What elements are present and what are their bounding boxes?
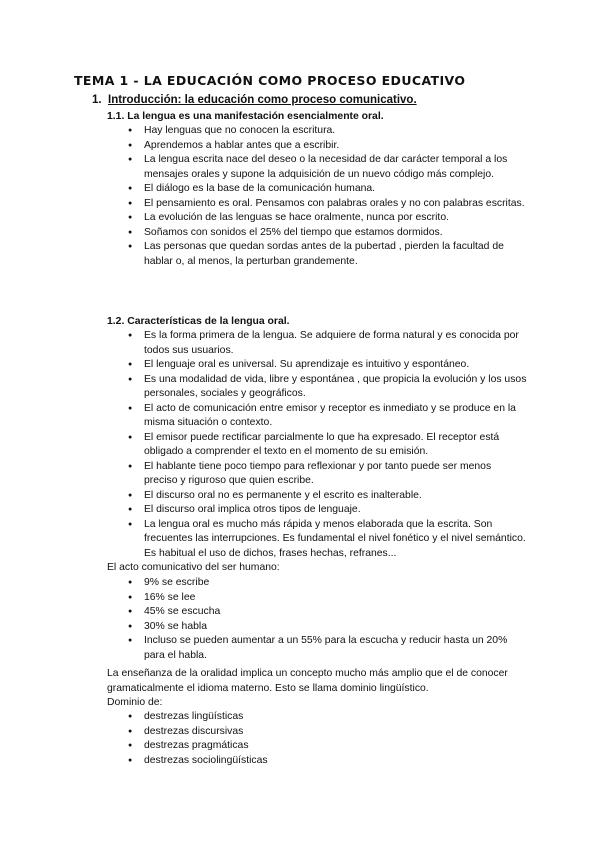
list-item: ● El acto de comunicación entre emisor y receptor es inmediato y se produce en la misma situación o contexto.	[127, 402, 527, 431]
list-item: ● El hablante tiene poco tiempo para reflexionar y por tanto puede ser menos preciso y riguroso que quien escribe.	[127, 460, 527, 489]
skills-list	[127, 710, 527, 768]
list-item: ● destrezas lingüísticas	[127, 710, 527, 725]
section-title: Introducción: la educación como proceso comunicativo.	[108, 94, 417, 106]
document-title: TEMA 1 - LA EDUCACIÓN COMO PROCESO EDUCATIVO	[74, 73, 466, 88]
list-item: ● El discurso oral implica otros tipos de lenguaje.	[127, 503, 527, 518]
list-item: ● 9% se escribe	[127, 576, 527, 591]
list-item: ● Incluso se pueden aumentar a un 55% para la escucha y reducir hasta un 20% para el habla.	[127, 634, 527, 663]
list-item: ● El emisor puede rectificar parcialmente lo que ha expresado. El receptor está obligado a comprender el texto en el momento de su emisión.	[127, 431, 527, 460]
domain-intro: Dominio de:	[107, 697, 163, 708]
list-item: ● Las personas que quedan sordas antes de la pubertad , pierden la facultad de hablar o, al menos, la perturban grandemente.	[127, 240, 527, 269]
list-item: ● Soñamos con sonidos el 25% del tiempo que estamos dormidos.	[127, 226, 527, 241]
section-number: 1.	[92, 94, 102, 106]
list-item: ● El lenguaje oral es universal. Su aprendizaje es intuitivo y espontáneo.	[127, 358, 527, 373]
oral-manifestation-list	[127, 124, 527, 269]
list-item: ● Aprendemos a hablar antes que a escribir.	[127, 139, 527, 154]
subsection-heading-1-2: 1.2. Características de la lengua oral.	[107, 316, 290, 327]
communicative-act-list	[127, 576, 527, 663]
communicative-act-intro: El acto comunicativo del ser humano:	[107, 562, 280, 573]
list-item: ● El diálogo es la base de la comunicación humana.	[127, 182, 527, 197]
list-item: ● 16% se lee	[127, 591, 527, 606]
section-heading	[92, 94, 417, 106]
list-item: ● El pensamiento es oral. Pensamos con palabras orales y no con palabras escritas.	[127, 197, 527, 212]
list-item: ● Es la forma primera de la lengua. Se adquiere de forma natural y es conocida por todos sus usuarios.	[127, 329, 527, 358]
list-item: ● destrezas pragmáticas	[127, 739, 527, 754]
subsection-heading-1-1: 1.1. La lengua es una manifestación esencialmente oral.	[107, 111, 384, 122]
list-item: ● Hay lenguas que no conocen la escritura.	[127, 124, 527, 139]
list-item: ● Es una modalidad de vida, libre y espontánea , que propicia la evolución y los usos personales, sociales y geográficos.	[127, 373, 527, 402]
list-item: ● 30% se habla	[127, 620, 527, 635]
oral-characteristics-list	[127, 329, 527, 561]
list-item: ● destrezas sociolingüísticas	[127, 754, 527, 769]
list-item: ● La lengua oral es mucho más rápida y menos elaborada que la escrita. Son frecuentes las interrupciones. Es fundamental el nivel fonético y el nivel semántico. Es habitual el uso de dichos, frases hechas, refranes...	[127, 518, 527, 562]
list-item: ● La lengua escrita nace del deseo o la necesidad de dar carácter temporal a los mensajes orales y supone la adquisición de un nuevo código más complejo.	[127, 153, 527, 182]
orality-paragraph: La enseñanza de la oralidad implica un concepto mucho más amplio que el de conocer gramaticalmente el idioma materno. Esto se llama dominio lingüístico.	[107, 668, 508, 694]
list-item: ● 45% se escucha	[127, 605, 527, 620]
list-item: ● La evolución de las lenguas se hace oralmente, nunca por escrito.	[127, 211, 527, 226]
list-item: ● destrezas discursivas	[127, 725, 527, 740]
list-item: ● El discurso oral no es permanente y el escrito es inalterable.	[127, 489, 527, 504]
